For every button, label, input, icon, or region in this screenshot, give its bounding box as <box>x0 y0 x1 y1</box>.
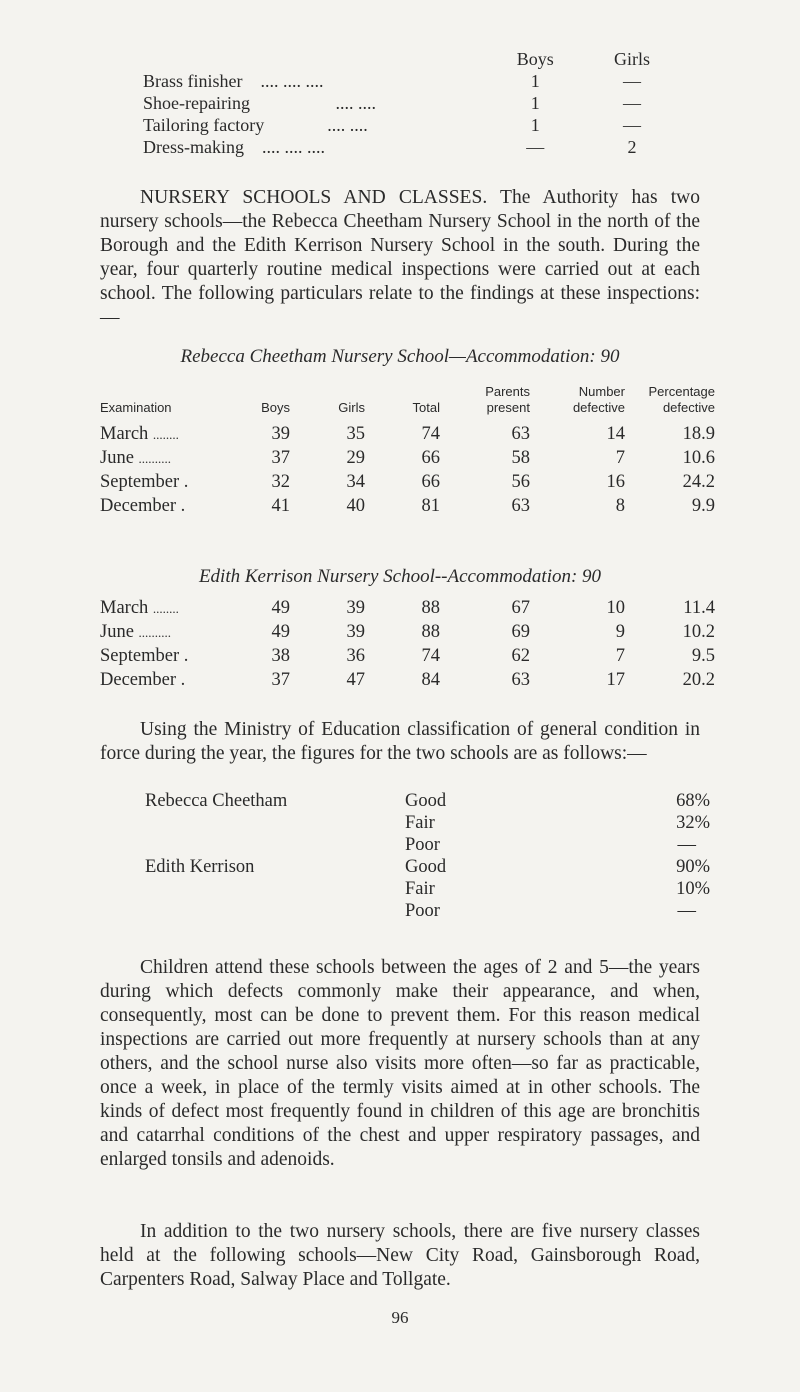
table-row: December . 41 40 81 63 8 9.9 <box>100 495 715 516</box>
table-row: Rebecca Cheetham Good 68% <box>145 790 710 811</box>
col-examination: Examination <box>100 400 172 415</box>
cell-boys: 1 <box>530 92 540 113</box>
classification-table <box>145 790 710 922</box>
table-row <box>143 70 683 92</box>
school2-heading: Edith Kerrison Nursery School--Accommodation: 90 <box>198 566 602 587</box>
col-total: Total <box>412 400 440 415</box>
col-girls: Girls <box>614 48 651 69</box>
classification-paragraph: Using the Ministry of Education classification of general condition in force during the year, the figures for the two schools are as follows:— <box>100 719 700 764</box>
cell-girls: — <box>623 92 642 113</box>
table-row <box>143 92 683 114</box>
school1-table <box>100 380 715 518</box>
leader-dots: .... .... .... <box>261 136 325 157</box>
cell-boys: — <box>526 136 545 157</box>
school2-table <box>100 596 715 692</box>
leader-dots: .... .... <box>327 114 368 135</box>
col-parents: Parents present <box>485 384 530 415</box>
school1-heading: Rebecca Cheetham Nursery School—Accommodation: 90 <box>180 346 620 367</box>
leader-dots: .... .... .... <box>260 70 324 91</box>
page-number: 96 <box>391 1308 409 1327</box>
row-label: Dress-making <box>143 136 244 157</box>
cell-boys: 1 <box>530 70 540 91</box>
table-row: March ........ 39 35 74 63 14 18.9 <box>100 423 715 444</box>
nursery-classes-paragraph: In addition to the two nursery schools, there are five nursery classes held at the following schools—New City Road, Gainsborough Road, Carpenters Road, Salway Place and Tollgate. <box>100 1221 700 1290</box>
school1-header-row <box>100 380 715 416</box>
cell-girls: — <box>623 70 642 91</box>
col-boys: Boys <box>261 400 290 415</box>
table-row: Fair 32% <box>405 812 710 833</box>
ages-paragraph: Children attend these schools between the ages of 2 and 5—the years during which defects commonly make their appearance, and when, consequently, most can be done to prevent them. For this reason medical inspections are carried out more frequently at nursery schools than at any others, and the school nurse also visits more often—so far as practicable, once a week, in place of the termly visits aimed at in other schools. The kinds of defect most frequently found in children of this age are bronchitis and catarrhal conditions of the chest and upper respiratory passages, and enlarged tonsils and adenoids. <box>100 957 700 1170</box>
col-girls: Girls <box>338 400 365 415</box>
col-boys: Boys <box>516 48 554 69</box>
occupations-header-row <box>143 48 683 70</box>
col-defective: Number defective <box>572 384 625 415</box>
table-row: December . 37 47 84 63 17 20.2 <box>100 669 715 690</box>
occupations-table <box>143 48 683 158</box>
table-row: March ........ 49 39 88 67 10 11.4 <box>100 597 715 618</box>
table-row: Poor — <box>405 900 696 921</box>
table-row: September . 32 34 66 56 16 24.2 <box>100 471 715 492</box>
table-row: Fair 10% <box>405 878 710 899</box>
table-row <box>143 114 683 136</box>
intro-paragraph: NURSERY SCHOOLS AND CLASSES. The Authority has two nursery schools—the Rebecca Cheetham Nursery School in the north of the Borough and the Edith Kerrison Nursery School in the south. During the year, four quarterly routine medical inspections were carried out at each school. The following particulars relate to the findings at these inspections:— <box>100 187 700 328</box>
col-percentage: Percentage defective <box>648 384 715 415</box>
table-row: September . 38 36 74 62 7 9.5 <box>100 645 715 666</box>
table-row <box>143 136 683 158</box>
cell-girls: — <box>623 114 642 135</box>
table-row: June .......... 37 29 66 58 7 10.6 <box>100 447 715 468</box>
cell-girls: 2 <box>627 136 637 157</box>
school-name: Rebecca Cheetham <box>145 790 288 811</box>
row-label: Shoe-repairing <box>143 92 250 113</box>
row-label: Brass finisher <box>143 70 243 91</box>
table-row: Poor — <box>405 834 696 855</box>
table-row: June .......... 49 39 88 69 9 10.2 <box>100 621 715 642</box>
school-name: Edith Kerrison <box>145 856 255 877</box>
leader-dots: .... .... <box>335 92 376 113</box>
table-row: Edith Kerrison Good 90% <box>145 856 710 877</box>
row-label: Tailoring factory <box>143 114 265 135</box>
cell-boys: 1 <box>530 114 540 135</box>
